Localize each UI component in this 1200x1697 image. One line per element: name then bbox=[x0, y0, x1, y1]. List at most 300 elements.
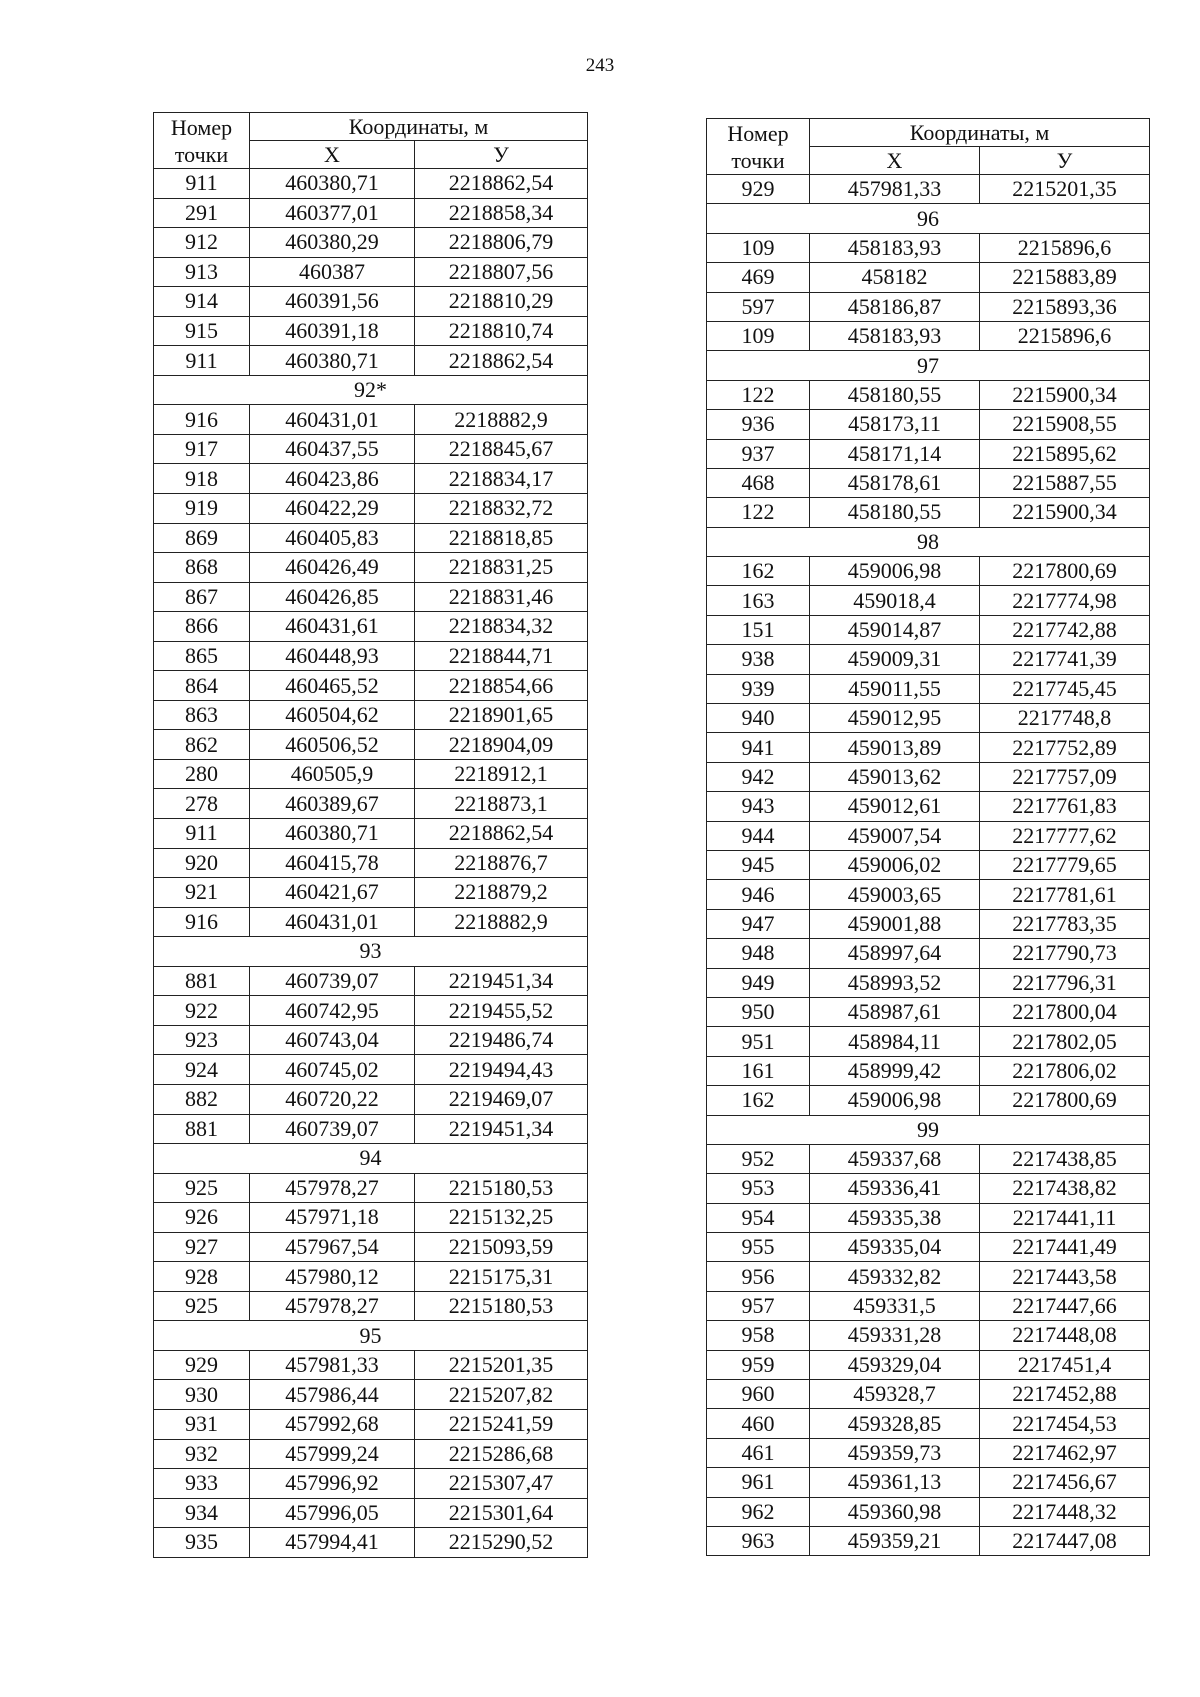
point-number-cell: 938 bbox=[707, 645, 810, 674]
point-number-cell: 925 bbox=[154, 1173, 250, 1203]
table-row bbox=[707, 1350, 1150, 1379]
y-coordinate-cell: 2217438,82 bbox=[980, 1174, 1150, 1203]
y-coordinate-cell: 2215908,55 bbox=[980, 410, 1150, 439]
point-number-cell: 939 bbox=[707, 674, 810, 703]
y-coordinate-cell: 2218810,74 bbox=[415, 316, 588, 346]
point-number-cell: 865 bbox=[154, 641, 250, 671]
y-coordinate-cell: 2217761,83 bbox=[980, 792, 1150, 821]
table-row bbox=[154, 1232, 588, 1262]
x-coordinate-cell: 460745,02 bbox=[250, 1055, 415, 1085]
x-coordinate-cell: 459018,4 bbox=[810, 586, 980, 615]
y-coordinate-cell: 2217443,58 bbox=[980, 1262, 1150, 1291]
y-coordinate-cell: 2217800,04 bbox=[980, 997, 1150, 1026]
x-coordinate-cell: 458999,42 bbox=[810, 1056, 980, 1085]
y-coordinate-cell: 2215241,59 bbox=[415, 1409, 588, 1439]
x-coordinate-cell: 459328,7 bbox=[810, 1380, 980, 1409]
y-coordinate-cell: 2217454,53 bbox=[980, 1409, 1150, 1438]
point-number-cell: 469 bbox=[707, 263, 810, 292]
point-number-cell: 927 bbox=[154, 1232, 250, 1262]
x-coordinate-cell: 459329,04 bbox=[810, 1350, 980, 1379]
point-number-cell: 960 bbox=[707, 1380, 810, 1409]
y-coordinate-cell: 2217777,62 bbox=[980, 821, 1150, 850]
x-coordinate-cell: 457999,24 bbox=[250, 1439, 415, 1469]
table-row bbox=[154, 1350, 588, 1380]
y-coordinate-cell: 2218834,17 bbox=[415, 464, 588, 494]
table-row bbox=[707, 909, 1150, 938]
x-coordinate-cell: 459006,98 bbox=[810, 557, 980, 586]
x-coordinate-cell: 460720,22 bbox=[250, 1084, 415, 1114]
point-number-cell: 923 bbox=[154, 1025, 250, 1055]
point-number-cell: 914 bbox=[154, 287, 250, 317]
x-coordinate-cell: 459011,55 bbox=[810, 674, 980, 703]
point-number-cell: 941 bbox=[707, 733, 810, 762]
table-row bbox=[154, 405, 588, 435]
table-row bbox=[154, 169, 588, 199]
x-coordinate-cell: 458171,14 bbox=[810, 439, 980, 468]
point-number-cell: 109 bbox=[707, 321, 810, 350]
table-row bbox=[154, 346, 588, 376]
table-row bbox=[707, 704, 1150, 733]
table-row bbox=[707, 439, 1150, 468]
y-coordinate-cell: 2217802,05 bbox=[980, 1027, 1150, 1056]
x-coordinate-cell: 460465,52 bbox=[250, 671, 415, 701]
y-coordinate-cell: 2219486,74 bbox=[415, 1025, 588, 1055]
point-number-cell: 867 bbox=[154, 582, 250, 612]
y-coordinate-cell: 2217456,67 bbox=[980, 1468, 1150, 1497]
point-number-cell: 911 bbox=[154, 346, 250, 376]
table-row bbox=[707, 1468, 1150, 1497]
point-number-cell: 911 bbox=[154, 819, 250, 849]
table-row bbox=[707, 498, 1150, 527]
point-number-header-line1: Номер bbox=[727, 120, 789, 146]
point-number-cell: 866 bbox=[154, 612, 250, 642]
y-coordinate-cell: 2217452,88 bbox=[980, 1380, 1150, 1409]
point-number-cell: 911 bbox=[154, 169, 250, 199]
y-coordinate-cell: 2217447,66 bbox=[980, 1291, 1150, 1320]
table-row bbox=[154, 316, 588, 346]
x-coordinate-cell: 460405,83 bbox=[250, 523, 415, 553]
point-number-cell: 864 bbox=[154, 671, 250, 701]
x-coordinate-cell: 459006,98 bbox=[810, 1086, 980, 1115]
y-coordinate-cell: 2218810,29 bbox=[415, 287, 588, 317]
point-number-cell: 161 bbox=[707, 1056, 810, 1085]
y-coordinate-cell: 2218876,7 bbox=[415, 848, 588, 878]
table-row bbox=[707, 1438, 1150, 1467]
x-coordinate-cell: 460742,95 bbox=[250, 996, 415, 1026]
point-number-header-line2: точки bbox=[174, 141, 229, 167]
x-coordinate-cell: 459359,21 bbox=[810, 1526, 980, 1555]
y-coordinate-cell: 2217745,45 bbox=[980, 674, 1150, 703]
y-coordinate-cell: 2217441,49 bbox=[980, 1233, 1150, 1262]
table-row bbox=[707, 1380, 1150, 1409]
section-row bbox=[707, 204, 1150, 233]
section-row bbox=[154, 375, 588, 405]
section-number: 98 bbox=[707, 527, 1150, 556]
y-coordinate-cell: 2219451,34 bbox=[415, 1114, 588, 1144]
x-coordinate-cell: 457978,27 bbox=[250, 1173, 415, 1203]
x-coordinate-cell: 460380,71 bbox=[250, 819, 415, 849]
table-row bbox=[154, 730, 588, 760]
section-number: 96 bbox=[707, 204, 1150, 233]
section-row bbox=[707, 1115, 1150, 1144]
point-number-cell: 882 bbox=[154, 1084, 250, 1114]
point-number-cell: 881 bbox=[154, 1114, 250, 1144]
point-number-header-line1: Номер bbox=[170, 114, 233, 140]
y-coordinate-cell: 2215895,62 bbox=[980, 439, 1150, 468]
y-coordinate-cell: 2217757,09 bbox=[980, 762, 1150, 791]
x-coordinate-cell: 458183,93 bbox=[810, 233, 980, 262]
y-coordinate-cell: 2217448,32 bbox=[980, 1497, 1150, 1526]
point-number-cell: 962 bbox=[707, 1497, 810, 1526]
x-coordinate-cell: 459012,61 bbox=[810, 792, 980, 821]
table-row bbox=[707, 292, 1150, 321]
point-number-cell: 920 bbox=[154, 848, 250, 878]
point-number-cell: 936 bbox=[707, 410, 810, 439]
point-number-cell: 918 bbox=[154, 464, 250, 494]
table-row bbox=[707, 821, 1150, 850]
point-number-cell: 468 bbox=[707, 468, 810, 497]
table-row bbox=[707, 792, 1150, 821]
section-row bbox=[154, 1321, 588, 1351]
point-number-cell: 947 bbox=[707, 909, 810, 938]
x-coordinate-cell: 460431,01 bbox=[250, 405, 415, 435]
point-number-cell: 950 bbox=[707, 997, 810, 1026]
x-coordinate-cell: 458997,64 bbox=[810, 939, 980, 968]
table-row bbox=[154, 553, 588, 583]
y-coordinate-cell: 2217448,08 bbox=[980, 1321, 1150, 1350]
table-row bbox=[707, 1144, 1150, 1173]
point-number-cell: 957 bbox=[707, 1291, 810, 1320]
x-coordinate-cell: 460505,9 bbox=[250, 759, 415, 789]
table-row bbox=[154, 1262, 588, 1292]
x-coordinate-cell: 460739,07 bbox=[250, 966, 415, 996]
y-coordinate-cell: 2217752,89 bbox=[980, 733, 1150, 762]
table-row bbox=[154, 1084, 588, 1114]
point-number-cell: 961 bbox=[707, 1468, 810, 1497]
x-coordinate-cell: 459013,62 bbox=[810, 762, 980, 791]
section-number: 95 bbox=[154, 1321, 588, 1351]
table-row bbox=[707, 997, 1150, 1026]
y-coordinate-cell: 2217748,8 bbox=[980, 704, 1150, 733]
y-coordinate-cell: 2218862,54 bbox=[415, 169, 588, 199]
point-number-cell: 881 bbox=[154, 966, 250, 996]
coordinates-table-left bbox=[153, 112, 588, 1558]
table-row bbox=[707, 615, 1150, 644]
table-row bbox=[154, 966, 588, 996]
table-row bbox=[154, 907, 588, 937]
y-coordinate-cell: 2218879,2 bbox=[415, 878, 588, 908]
y-coordinate-cell: 2218858,34 bbox=[415, 198, 588, 228]
point-number-cell: 942 bbox=[707, 762, 810, 791]
point-number-cell: 929 bbox=[154, 1350, 250, 1380]
point-number-cell: 933 bbox=[154, 1469, 250, 1499]
x-coordinate-cell: 458987,61 bbox=[810, 997, 980, 1026]
y-coordinate-cell: 2215896,6 bbox=[980, 321, 1150, 350]
x-coordinate-cell: 460422,29 bbox=[250, 494, 415, 524]
table-row bbox=[707, 645, 1150, 674]
point-number-cell: 862 bbox=[154, 730, 250, 760]
x-coordinate-cell: 459337,68 bbox=[810, 1144, 980, 1173]
y-coordinate-cell: 2218834,32 bbox=[415, 612, 588, 642]
x-coordinate-cell: 458173,11 bbox=[810, 410, 980, 439]
point-number-cell: 916 bbox=[154, 907, 250, 937]
point-number-cell: 869 bbox=[154, 523, 250, 553]
x-coordinate-cell: 457986,44 bbox=[250, 1380, 415, 1410]
x-coordinate-cell: 460426,49 bbox=[250, 553, 415, 583]
y-coordinate-cell: 2215900,34 bbox=[980, 380, 1150, 409]
point-number-cell: 949 bbox=[707, 968, 810, 997]
x-coordinate-cell: 457981,33 bbox=[250, 1350, 415, 1380]
y-coordinate-cell: 2218832,72 bbox=[415, 494, 588, 524]
table-row bbox=[707, 468, 1150, 497]
table-row bbox=[707, 380, 1150, 409]
x-coordinate-cell: 460377,01 bbox=[250, 198, 415, 228]
y-coordinate-cell: 2217800,69 bbox=[980, 557, 1150, 586]
x-coordinate-cell: 460387 bbox=[250, 257, 415, 287]
point-number-cell: 959 bbox=[707, 1350, 810, 1379]
table-row bbox=[707, 850, 1150, 879]
y-coordinate-cell: 2218904,09 bbox=[415, 730, 588, 760]
table-row bbox=[707, 175, 1150, 204]
y-coordinate-cell: 2218854,66 bbox=[415, 671, 588, 701]
point-number-cell: 926 bbox=[154, 1203, 250, 1233]
x-coordinate-cell: 457981,33 bbox=[810, 175, 980, 204]
table-row bbox=[154, 848, 588, 878]
table-row bbox=[154, 1291, 588, 1321]
point-number-header bbox=[707, 119, 810, 175]
y-coordinate-cell: 2215883,89 bbox=[980, 263, 1150, 292]
x-coordinate-cell: 459336,41 bbox=[810, 1174, 980, 1203]
point-number-cell: 925 bbox=[154, 1291, 250, 1321]
point-number-cell: 151 bbox=[707, 615, 810, 644]
x-coordinate-cell: 458186,87 bbox=[810, 292, 980, 321]
table-row bbox=[707, 586, 1150, 615]
section-number: 92* bbox=[154, 375, 588, 405]
y-coordinate-cell: 2215180,53 bbox=[415, 1173, 588, 1203]
x-coordinate-cell: 460506,52 bbox=[250, 730, 415, 760]
y-coordinate-cell: 2218831,25 bbox=[415, 553, 588, 583]
table-row bbox=[707, 1174, 1150, 1203]
point-number-cell: 162 bbox=[707, 557, 810, 586]
point-number-cell: 916 bbox=[154, 405, 250, 435]
y-coordinate-cell: 2217796,31 bbox=[980, 968, 1150, 997]
y-coordinate-cell: 2218862,54 bbox=[415, 819, 588, 849]
y-coordinate-cell: 2219494,43 bbox=[415, 1055, 588, 1085]
table-row bbox=[707, 733, 1150, 762]
x-coordinate-cell: 459006,02 bbox=[810, 850, 980, 879]
point-number-cell: 951 bbox=[707, 1027, 810, 1056]
point-number-cell: 919 bbox=[154, 494, 250, 524]
table-row bbox=[154, 996, 588, 1026]
x-coordinate-cell: 457971,18 bbox=[250, 1203, 415, 1233]
table-row bbox=[154, 1203, 588, 1233]
y-coordinate-cell: 2215900,34 bbox=[980, 498, 1150, 527]
point-number-cell: 109 bbox=[707, 233, 810, 262]
page-number: 243 bbox=[585, 55, 615, 76]
table-row bbox=[154, 1055, 588, 1085]
point-number-cell: 940 bbox=[707, 704, 810, 733]
section-row bbox=[707, 527, 1150, 556]
point-number-cell: 928 bbox=[154, 1262, 250, 1292]
x-coordinate-cell: 457996,92 bbox=[250, 1469, 415, 1499]
y-coordinate-cell: 2218818,85 bbox=[415, 523, 588, 553]
point-number-cell: 935 bbox=[154, 1528, 250, 1558]
point-number-cell: 162 bbox=[707, 1086, 810, 1115]
table-row bbox=[707, 321, 1150, 350]
table-row bbox=[154, 1114, 588, 1144]
y-coordinate-cell: 2215201,35 bbox=[415, 1350, 588, 1380]
x-coordinate-cell: 458180,55 bbox=[810, 498, 980, 527]
table-row bbox=[154, 1498, 588, 1528]
section-number: 99 bbox=[707, 1115, 1150, 1144]
y-coordinate-cell: 2217781,61 bbox=[980, 880, 1150, 909]
table-row bbox=[707, 410, 1150, 439]
point-number-cell: 291 bbox=[154, 198, 250, 228]
section-number: 94 bbox=[154, 1144, 588, 1174]
x-coordinate-cell: 457978,27 bbox=[250, 1291, 415, 1321]
table-row bbox=[154, 228, 588, 258]
coordinates-table-right bbox=[706, 118, 1150, 1556]
table-row bbox=[707, 1497, 1150, 1526]
x-coordinate-cell: 460426,85 bbox=[250, 582, 415, 612]
point-number-cell: 915 bbox=[154, 316, 250, 346]
y-coordinate-cell: 2218807,56 bbox=[415, 257, 588, 287]
table-row bbox=[154, 1173, 588, 1203]
point-number-cell: 280 bbox=[154, 759, 250, 789]
point-number-cell: 163 bbox=[707, 586, 810, 615]
y-coordinate-cell: 2215175,31 bbox=[415, 1262, 588, 1292]
table-row bbox=[154, 819, 588, 849]
y-coordinate-cell: 2217462,97 bbox=[980, 1438, 1150, 1467]
table-row bbox=[707, 674, 1150, 703]
x-coordinate-cell: 459335,04 bbox=[810, 1233, 980, 1262]
x-coordinate-cell: 458993,52 bbox=[810, 968, 980, 997]
x-coordinate-cell: 460421,67 bbox=[250, 878, 415, 908]
x-coordinate-cell: 459361,13 bbox=[810, 1468, 980, 1497]
x-coordinate-cell: 458180,55 bbox=[810, 380, 980, 409]
table-row bbox=[154, 1439, 588, 1469]
y-coordinate-cell: 2217451,4 bbox=[980, 1350, 1150, 1379]
y-coordinate-cell: 2215307,47 bbox=[415, 1469, 588, 1499]
table-row bbox=[154, 700, 588, 730]
table-row bbox=[707, 1233, 1150, 1262]
table-row bbox=[154, 434, 588, 464]
y-coordinate-cell: 2218862,54 bbox=[415, 346, 588, 376]
table-row bbox=[154, 1025, 588, 1055]
point-number-cell: 122 bbox=[707, 380, 810, 409]
point-number-cell: 597 bbox=[707, 292, 810, 321]
x-coordinate-cell: 457996,05 bbox=[250, 1498, 415, 1528]
table-row bbox=[707, 233, 1150, 262]
table-row bbox=[154, 641, 588, 671]
point-number-cell: 917 bbox=[154, 434, 250, 464]
point-number-header-line2: точки bbox=[731, 147, 785, 173]
point-number-header bbox=[154, 113, 250, 169]
x-coordinate-cell: 460448,93 bbox=[250, 641, 415, 671]
y-coordinate-cell: 2215290,52 bbox=[415, 1528, 588, 1558]
table-row bbox=[707, 880, 1150, 909]
x-coordinate-cell: 460431,61 bbox=[250, 612, 415, 642]
x-coordinate-cell: 460391,18 bbox=[250, 316, 415, 346]
x-coordinate-cell: 459328,85 bbox=[810, 1409, 980, 1438]
table-row bbox=[154, 878, 588, 908]
x-coordinate-cell: 459012,95 bbox=[810, 704, 980, 733]
x-coordinate-cell: 460380,71 bbox=[250, 169, 415, 199]
section-number: 93 bbox=[154, 937, 588, 967]
y-coordinate-cell: 2217783,35 bbox=[980, 909, 1150, 938]
table-row bbox=[707, 939, 1150, 968]
point-number-cell: 460 bbox=[707, 1409, 810, 1438]
y-coordinate-cell: 2218831,46 bbox=[415, 582, 588, 612]
x-coordinate-cell: 460380,71 bbox=[250, 346, 415, 376]
table-row bbox=[707, 1321, 1150, 1350]
point-number-cell: 122 bbox=[707, 498, 810, 527]
point-number-cell: 948 bbox=[707, 939, 810, 968]
y-coordinate-cell: 2219451,34 bbox=[415, 966, 588, 996]
y-coordinate-cell: 2217441,11 bbox=[980, 1203, 1150, 1232]
table-row bbox=[707, 1086, 1150, 1115]
table-row bbox=[707, 1526, 1150, 1555]
x-coordinate-cell: 459009,31 bbox=[810, 645, 980, 674]
y-coordinate-cell: 2218901,65 bbox=[415, 700, 588, 730]
point-number-cell: 934 bbox=[154, 1498, 250, 1528]
section-row bbox=[154, 937, 588, 967]
point-number-cell: 955 bbox=[707, 1233, 810, 1262]
x-coordinate-cell: 459013,89 bbox=[810, 733, 980, 762]
table-row bbox=[707, 1056, 1150, 1085]
x-coordinate-cell: 458984,11 bbox=[810, 1027, 980, 1056]
y-coordinate-cell: 2217774,98 bbox=[980, 586, 1150, 615]
point-number-cell: 946 bbox=[707, 880, 810, 909]
table-row bbox=[154, 1469, 588, 1499]
table-row bbox=[154, 257, 588, 287]
point-number-cell: 958 bbox=[707, 1321, 810, 1350]
x-coordinate-cell: 458183,93 bbox=[810, 321, 980, 350]
y-coordinate-cell: 2218873,1 bbox=[415, 789, 588, 819]
table-row bbox=[707, 968, 1150, 997]
point-number-cell: 932 bbox=[154, 1439, 250, 1469]
table-row bbox=[154, 198, 588, 228]
table-row bbox=[154, 1380, 588, 1410]
x-coordinate-cell: 459335,38 bbox=[810, 1203, 980, 1232]
point-number-cell: 912 bbox=[154, 228, 250, 258]
table-row bbox=[154, 464, 588, 494]
point-number-cell: 943 bbox=[707, 792, 810, 821]
coordinates-header: Координаты, м bbox=[250, 113, 588, 141]
x-coordinate-cell: 459007,54 bbox=[810, 821, 980, 850]
table-row bbox=[154, 1409, 588, 1439]
y-coordinate-cell: 2217790,73 bbox=[980, 939, 1150, 968]
coordinates-header: Координаты, м bbox=[810, 119, 1150, 147]
x-coordinate-cell: 459360,98 bbox=[810, 1497, 980, 1526]
x-coordinate-cell: 457980,12 bbox=[250, 1262, 415, 1292]
table-row bbox=[154, 582, 588, 612]
x-coordinate-cell: 460423,86 bbox=[250, 464, 415, 494]
point-number-cell: 278 bbox=[154, 789, 250, 819]
x-coordinate-cell: 460504,62 bbox=[250, 700, 415, 730]
y-coordinate-cell: 2217800,69 bbox=[980, 1086, 1150, 1115]
table-row bbox=[707, 1291, 1150, 1320]
table-row bbox=[154, 612, 588, 642]
x-coordinate-cell: 460391,56 bbox=[250, 287, 415, 317]
point-number-cell: 930 bbox=[154, 1380, 250, 1410]
y-coordinate-cell: 2215180,53 bbox=[415, 1291, 588, 1321]
point-number-cell: 863 bbox=[154, 700, 250, 730]
table-row bbox=[154, 671, 588, 701]
point-number-cell: 868 bbox=[154, 553, 250, 583]
x-coordinate-cell: 460389,67 bbox=[250, 789, 415, 819]
point-number-cell: 944 bbox=[707, 821, 810, 850]
